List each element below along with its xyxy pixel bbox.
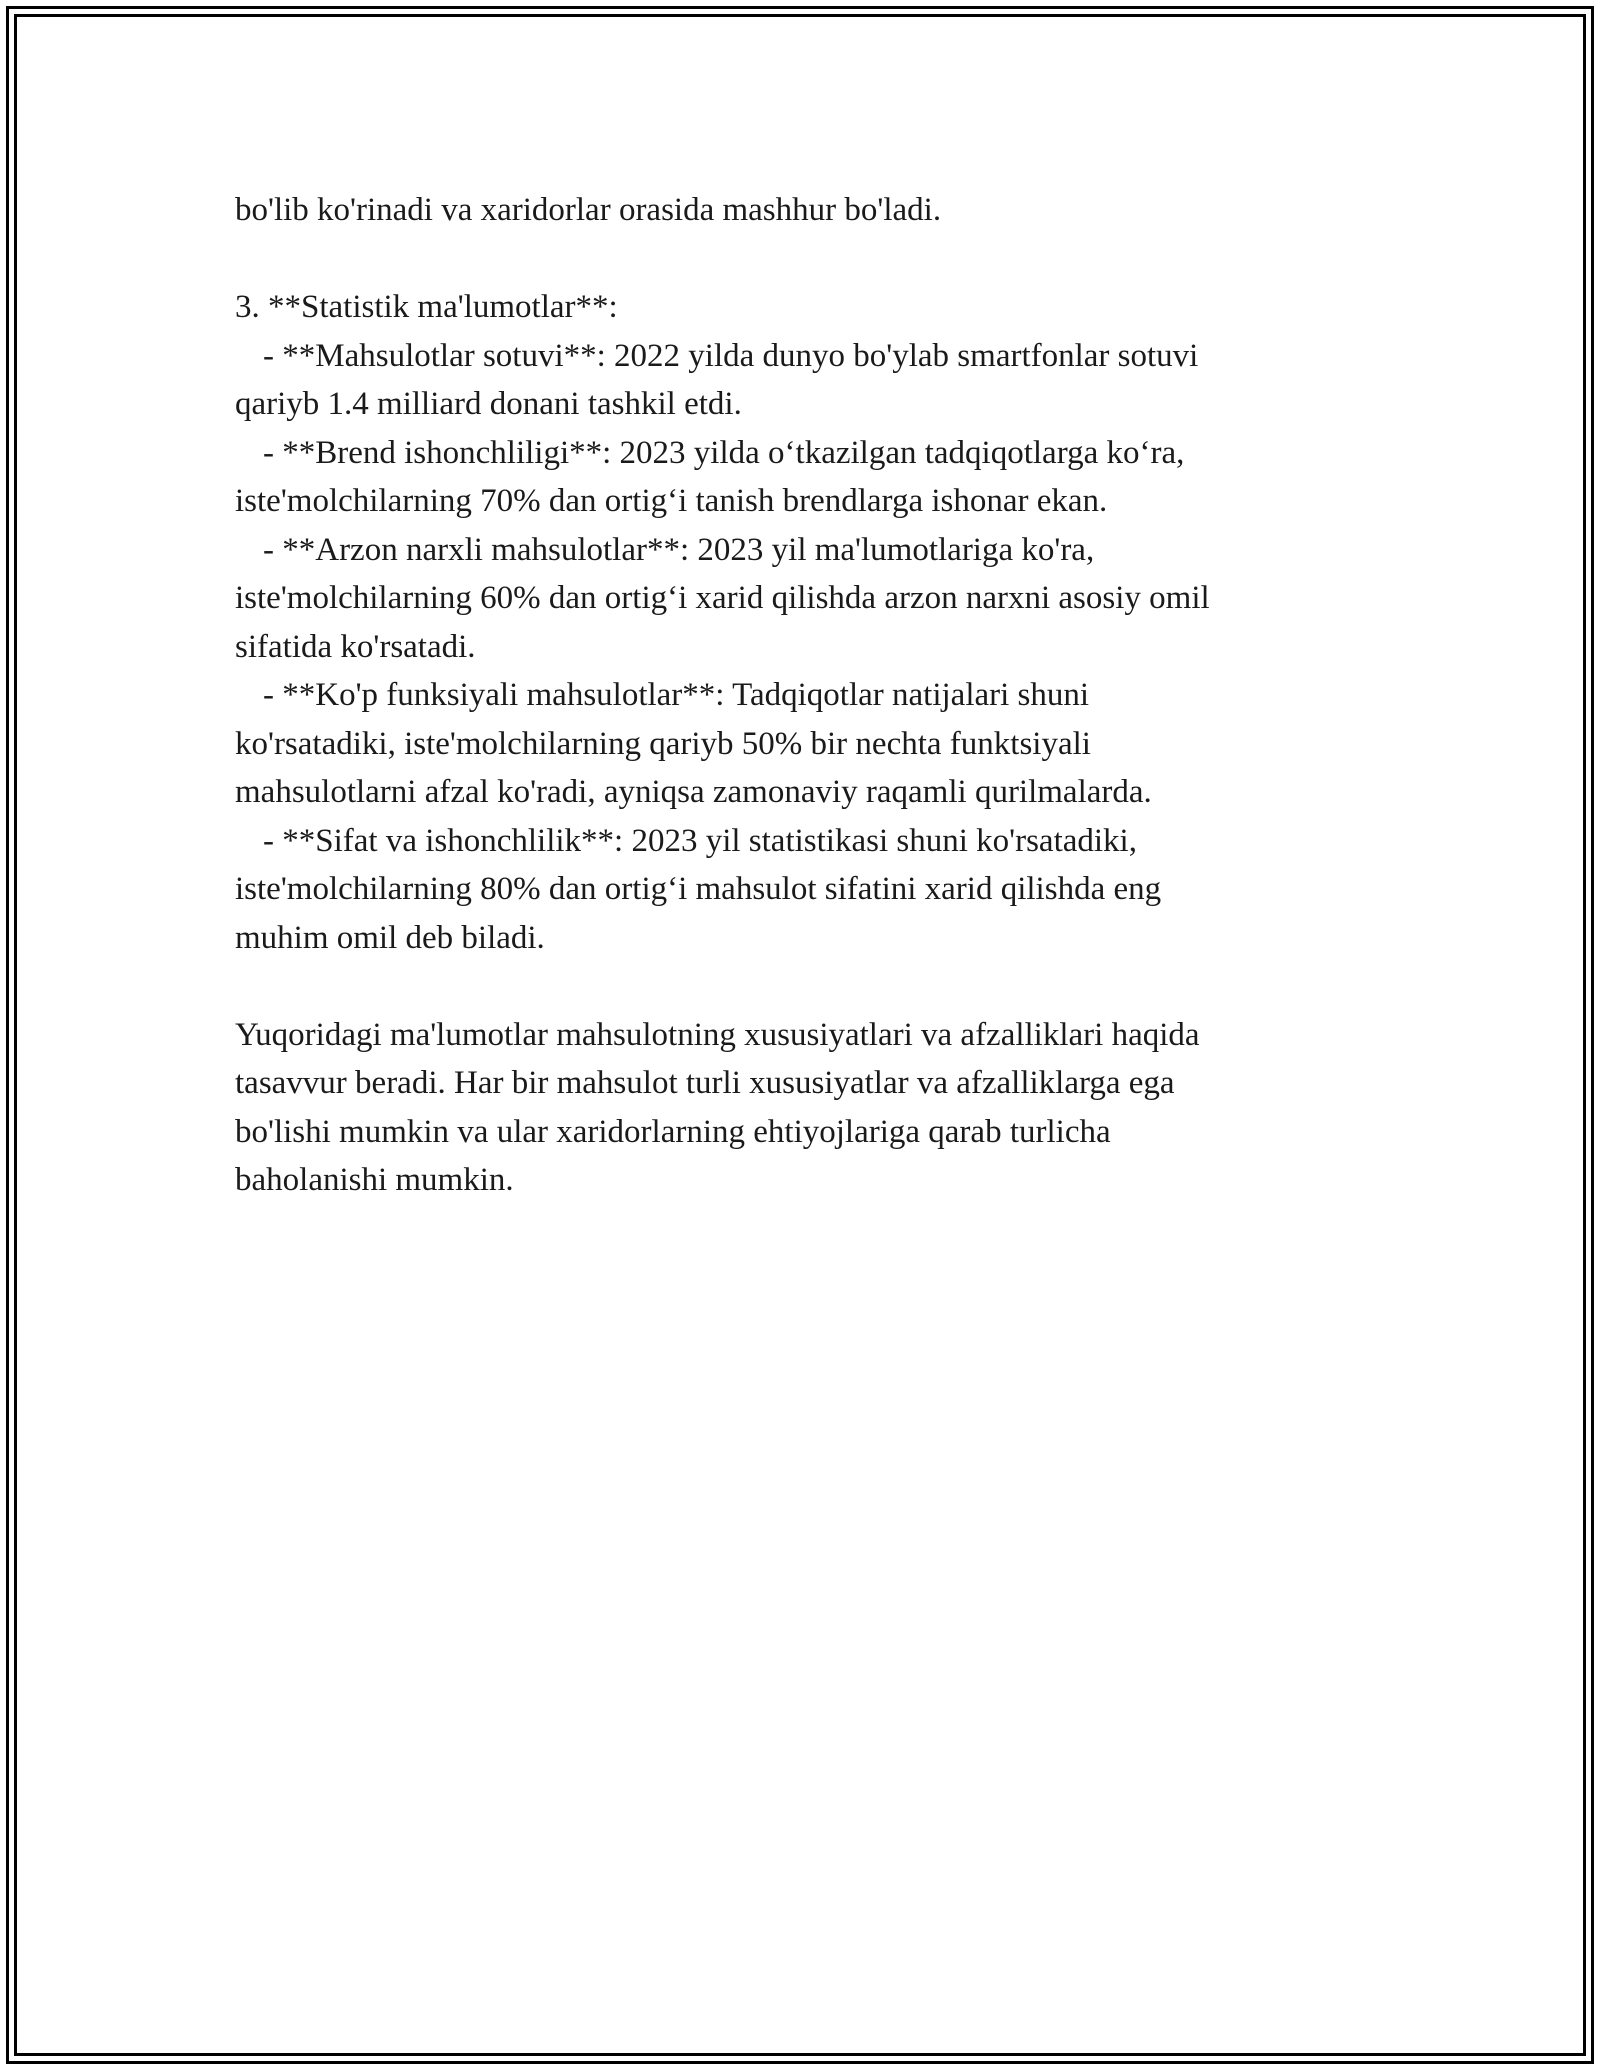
conclusion-paragraph	[235, 1011, 1365, 1205]
list-item-line: iste'molchilarning 70% dan ortig‘i tanish brendlarga ishonar ekan.	[235, 483, 1108, 519]
text-line: tasavvur beradi. Har bir mahsulot turli xususiyatlar va afzalliklarga ega	[235, 1065, 1175, 1101]
text-line: bo'lib ko'rinadi va xaridorlar orasida mashhur bo'ladi.	[235, 192, 942, 228]
section-heading: 3. **Statistik ma'lumotlar**:	[235, 289, 618, 325]
list-item-line: sifatida ko'rsatadi.	[235, 628, 476, 665]
list-item	[235, 526, 1365, 672]
text-line: baholanishi mumkin.	[235, 1162, 514, 1198]
list-item-line: - **Mahsulotlar sotuvi**: 2022 yilda dunyo bo'ylab smartfonlar sotuvi	[263, 337, 1199, 374]
list-item-line: qariyb 1.4 milliard donani tashkil etdi.	[235, 386, 742, 422]
text-line: bo'lishi mumkin va ular xaridorlarning ehtiyojlariga qarab turlicha	[235, 1113, 1111, 1150]
list-item-line: - **Brend ishonchliligi**: 2023 yilda o‘tkazilgan tadqiqotlarga ko‘ra,	[263, 434, 1185, 471]
list-item-line: - **Sifat va ishonchlilik**: 2023 yil statistikasi shuni ko'rsatadiki,	[263, 822, 1137, 859]
blank-line	[235, 962, 1365, 1011]
list-item	[235, 332, 1365, 429]
list-item	[235, 671, 1365, 817]
list-item-line: iste'molchilarning 80% dan ortig‘i mahsulot sifatini xarid qilishda eng	[235, 871, 1162, 907]
statistics-list	[235, 332, 1365, 963]
list-item	[235, 429, 1365, 526]
paragraph-continuation	[235, 186, 1365, 235]
list-item-line: ko'rsatadiki, iste'molchilarning qariyb 50% bir nechta funktsiyali	[235, 725, 1091, 762]
list-item-line: - **Arzon narxli mahsulotlar**: 2023 yil ma'lumotlariga ko'ra,	[263, 531, 1095, 568]
list-item	[235, 817, 1365, 963]
list-item-line: mahsulotlarni afzal ko'radi, ayniqsa zamonaviy raqamli qurilmalarda.	[235, 774, 1152, 810]
list-item-line: iste'molchilarning 60% dan ortig‘i xarid qilishda arzon narxni asosiy omil	[235, 580, 1210, 616]
document-body	[235, 186, 1365, 1205]
list-item-line: - **Ko'p funksiyali mahsulotlar**: Tadqiqotlar natijalari shuni	[263, 677, 1090, 713]
text-line: Yuqoridagi ma'lumotlar mahsulotning xususiyatlari va afzalliklari haqida	[235, 1016, 1200, 1053]
list-item-line: muhim omil deb biladi.	[235, 919, 545, 956]
blank-line	[235, 235, 1365, 284]
